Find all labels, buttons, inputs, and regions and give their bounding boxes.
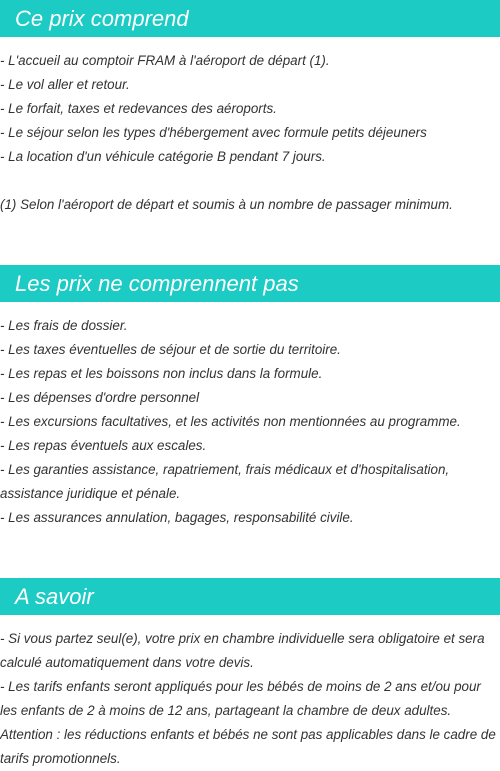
list-item: - Les assurances annulation, bagages, responsabilité civile. bbox=[0, 510, 354, 525]
list-item: - L'accueil au comptoir FRAM à l'aéroport de départ (1). bbox=[0, 53, 330, 68]
list-item: - Le vol aller et retour. bbox=[0, 77, 130, 92]
section-title: A savoir bbox=[0, 578, 500, 615]
list-item: - Les tarifs enfants seront appliqués pour les bébés de moins de 2 ans et/ou pour les enfants de 2 à moins de 12 ans, partageant la chambre de deux adultes. bbox=[0, 679, 481, 718]
section-body bbox=[0, 314, 500, 530]
list-item: - Les dépenses d'ordre personnel bbox=[0, 390, 200, 405]
section-price-includes bbox=[0, 0, 500, 217]
list-item: - Le séjour selon les types d'hébergement avec formule petits déjeuners bbox=[0, 125, 427, 140]
section-body bbox=[0, 627, 500, 771]
list-item: - Les repas et les boissons non inclus dans la formule. bbox=[0, 366, 323, 381]
list-item: Attention : les réductions enfants et bébés ne sont pas applicables dans le cadre de tarifs promotionnels. bbox=[0, 727, 496, 766]
footnote: (1) Selon l'aéroport de départ et soumis à un nombre de passager minimum. bbox=[0, 197, 453, 212]
list-item: - La location d'un véhicule catégorie B pendant 7 jours. bbox=[0, 149, 326, 164]
list-item: - Les frais de dossier. bbox=[0, 318, 128, 333]
list-item: - Les garanties assistance, rapatriement, frais médicaux et d'hospitalisation, assistance juridique et pénale. bbox=[0, 462, 450, 501]
section-title: Ce prix comprend bbox=[0, 0, 500, 37]
list-item: - Les excursions facultatives, et les activités non mentionnées au programme. bbox=[0, 414, 461, 429]
list-item: - Si vous partez seul(e), votre prix en chambre individuelle sera obligatoire et sera calculé automatiquement dans votre devis. bbox=[0, 631, 485, 670]
list-item: - Le forfait, taxes et redevances des aéroports. bbox=[0, 101, 277, 116]
section-body bbox=[0, 49, 500, 217]
section-title: Les prix ne comprennent pas bbox=[0, 265, 500, 302]
section-good-to-know bbox=[0, 578, 500, 771]
list-item: - Les repas éventuels aux escales. bbox=[0, 438, 207, 453]
section-price-excludes bbox=[0, 265, 500, 530]
list-item: - Les taxes éventuelles de séjour et de sortie du territoire. bbox=[0, 342, 341, 357]
spacer bbox=[0, 169, 500, 193]
